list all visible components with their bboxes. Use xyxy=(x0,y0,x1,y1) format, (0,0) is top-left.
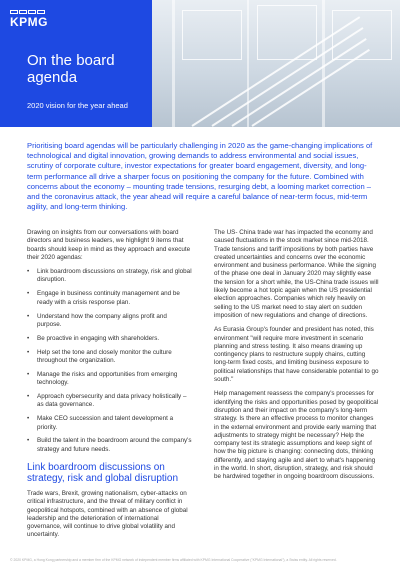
intro-paragraph: Prioritising board agendas will be particularly challenging in 2020 as the game-changing implications of technological and digital innovation, growing demands to address environmental and social issues, scrutiny of corporate culture, investor expectations for greater board engagement, diversity, and long-term performance all drive a sharper focus on positioning the company for the future. Combined with concerns about the economy – mounting trade tensions, resurging debt, a looming market correction – and the coronavirus attack, the year ahead will require a careful balance of near-term focus, mid-term agility, and long-term thinking. xyxy=(27,141,373,212)
architecture-photo xyxy=(152,0,400,127)
right-paragraph-1: The US- China trade war has impacted the economy and caused fluctuations in the stock market since mid-2018. Trade tensions and tariff impositions by both parties have created uncertainties and concerns over the economic environment and business performance. While the signing of the phase one deal in January 2020 may slightly ease the tension for a short while, the US-China trade issues will likely become a hot topic again when the US presidential election approaches. Companies which rely heavily on selling to the US market need to stay alert on sudden imposition of new regulations and change of directions. xyxy=(214,229,379,319)
list-item: • Manage the risks and opportunities from emerging technology. xyxy=(27,371,192,388)
title-line-2: agenda xyxy=(27,69,78,86)
page-title xyxy=(27,52,115,86)
list-item: • Build the talent in the boardroom around the company's strategy and future needs. xyxy=(27,437,192,454)
left-column xyxy=(27,229,192,546)
section-text: Trade wars, Brexit, growing nationalism, cyber-attacks on critical infrastructure, and the threat of military conflict in geopolitical hotspots, combined with an absence of global leadership and the deterioration of international governance, will continue to drive global volatility and uncertainty. xyxy=(27,489,188,539)
list-item: • Link boardroom discussions on strategy, risk and global disruption. xyxy=(27,268,192,285)
title-line-1: On the board xyxy=(27,52,115,69)
right-column xyxy=(214,229,379,488)
list-item: • Understand how the company aligns profit and purpose. xyxy=(27,313,192,330)
list-item: • Help set the tone and closely monitor the culture throughout the organization. xyxy=(27,349,192,366)
priority-list xyxy=(27,268,192,454)
left-lead: Drawing on insights from our conversations with board directors and business leaders, we highlight 9 items that boards should keep in mind as they approach and execute their 2020 agendas: xyxy=(27,229,191,261)
copyright-footer: © 2020 KPMG, a Hong Kong partnership and a member firm of the KPMG network of independent member firms affiliated with KPMG International Cooperative ("KPMG International"), a Swiss entity. All rights reserved. xyxy=(10,558,337,562)
kpmg-logo xyxy=(10,10,48,29)
right-paragraph-2: As Eurasia Group's founder and president has noted, this environment "will require more investment in scenario planning and stress testing. It also means drawing up contingency plans to restructure supply chains, cutting long-term fixed costs, and limiting business exposure to political relationships that have considerable potential to go south." xyxy=(214,326,379,384)
right-paragraph-3: Help management reassess the company's processes for identifying the risks and opportunities posed by geopolitical disruption and their impact on the company's long-term strategy. Is there an effective process to monitor changes in the external environment and provide early warning that adjustments to strategy might be necessary? Help the company test its strategic assumptions and keep sight of how the big picture is changing: connecting dots, thinking differently, and staying agile and alert to what's happening in the world. In short, disruption, strategy, and risk should be hardwired together in ongoing boardroom discussions. xyxy=(214,390,379,481)
list-item: • Make CEO succession and talent development a priority. xyxy=(27,415,192,432)
header-banner xyxy=(0,0,400,127)
page-subtitle: 2020 vision for the year ahead xyxy=(27,101,128,110)
list-item: • Engage in business continuity management and be ready with a crisis response plan. xyxy=(27,290,192,307)
list-item: • Approach cybersecurity and data privacy holistically – as data governance. xyxy=(27,393,192,410)
section-heading: Link boardroom discussions on strategy, risk and global disruption xyxy=(27,461,179,485)
list-item: • Be proactive in engaging with shareholders. xyxy=(27,335,192,343)
logo-text: KPMG xyxy=(10,15,48,29)
